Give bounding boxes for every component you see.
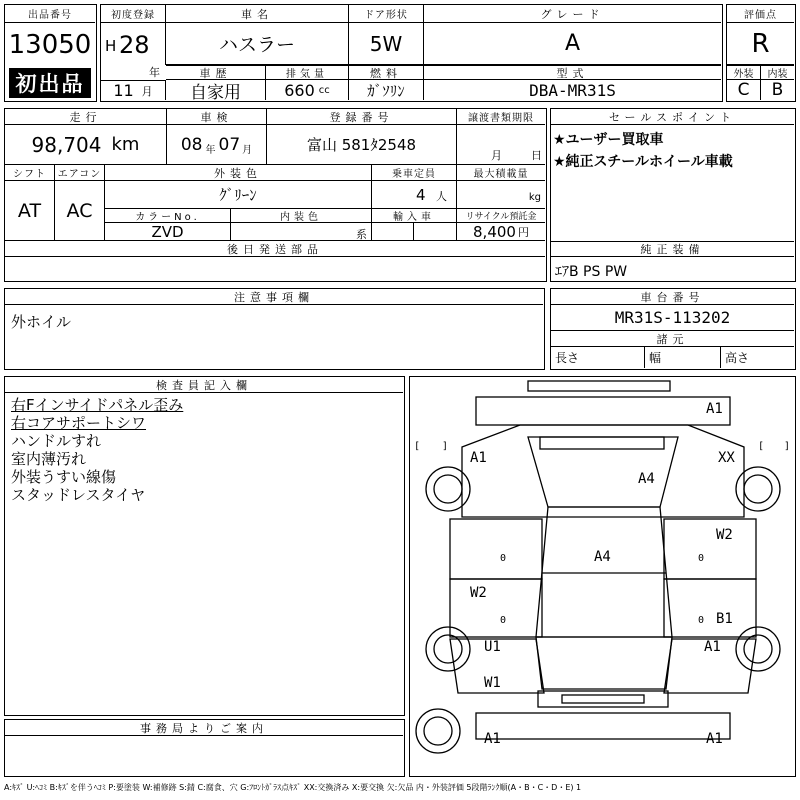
color-no-label: カラーNo. bbox=[105, 209, 231, 223]
damage-front-left: A1 bbox=[470, 450, 487, 466]
reg-year: 28 bbox=[119, 31, 150, 59]
height-cell bbox=[721, 347, 794, 368]
fuel-label: 燃料 bbox=[349, 65, 424, 80]
transfer-label: 譲渡書類期限 bbox=[457, 109, 545, 125]
roof bbox=[536, 507, 672, 637]
damage-bottom-left: A1 bbox=[484, 731, 501, 747]
tire-front-left-inner bbox=[434, 475, 462, 503]
bracket-left-close: ] bbox=[442, 441, 449, 452]
inspector-note: ハンドルすれ bbox=[11, 432, 102, 450]
tire-front-right bbox=[736, 467, 780, 511]
bracket-right-close: ] bbox=[784, 441, 791, 452]
length-label: 長さ bbox=[555, 351, 580, 365]
first-listing-text: 初出品 bbox=[15, 72, 85, 96]
history-label: 車歴 bbox=[166, 65, 266, 80]
inspection-year: 08 bbox=[180, 134, 203, 155]
car-name: ハスラー bbox=[166, 23, 349, 65]
bonnet bbox=[528, 437, 678, 507]
damage-right-rear-quarter: A1 bbox=[704, 639, 721, 655]
damage-right-front-door: W2 bbox=[716, 527, 733, 543]
plate-label: 登録番号 bbox=[267, 109, 457, 125]
lot-number-label: 出品番号 bbox=[5, 5, 95, 23]
later-parts-label: 後日発送部品 bbox=[5, 241, 545, 257]
zero-mark: 0 bbox=[500, 553, 507, 564]
car-diagram-panel bbox=[409, 376, 796, 777]
load-label: 最大積載量 bbox=[457, 165, 545, 181]
mileage-label: 走行 bbox=[5, 109, 167, 125]
tire-rear-left bbox=[426, 627, 470, 671]
caution-label: 注意事項欄 bbox=[5, 289, 543, 305]
length-cell bbox=[551, 347, 645, 368]
first-reg-value bbox=[101, 23, 166, 79]
chassis-label: 車台番号 bbox=[551, 289, 794, 305]
score-panel bbox=[726, 4, 796, 102]
reg-year-unit: 年 bbox=[149, 66, 160, 79]
vehicle-header bbox=[100, 4, 723, 102]
damage-bottom-right: A1 bbox=[706, 731, 723, 747]
rear-bottom bbox=[476, 713, 730, 739]
front-bumper-top bbox=[528, 381, 670, 391]
car-diagram bbox=[410, 377, 794, 775]
right-front-door bbox=[664, 519, 756, 579]
caution-panel bbox=[4, 288, 545, 370]
legend: A:ｷｽﾞ U:ﾍｺﾐ B:ｷｽﾞを伴うﾍｺﾐ P:要塗装 W:補修跡 S:錆 C:腐食、穴 G:ﾌﾛﾝﾄｶﾞﾗｽ点ｷｽﾞ XX:交換済み X:要交換 欠:欠品 内・外装評価 5段階ﾗﾝｸ順(A・B・C・D・E) 1 bbox=[4, 783, 582, 792]
spare-tire bbox=[416, 709, 460, 753]
ac-value: AC bbox=[55, 181, 105, 241]
capacity-label: 乗車定員 bbox=[372, 165, 457, 181]
later-parts-value bbox=[5, 257, 545, 280]
int-color-label: 内装色 bbox=[231, 209, 372, 223]
first-listing-badge bbox=[9, 68, 91, 98]
ext-color-label: 外装色 bbox=[105, 165, 372, 181]
left-front-door bbox=[450, 519, 542, 579]
mileage-cell bbox=[5, 125, 167, 165]
front-bumper-outline bbox=[476, 397, 730, 425]
model-code-label: 型式 bbox=[424, 65, 721, 80]
displacement-cell bbox=[266, 80, 349, 100]
spare-tire-inner bbox=[424, 717, 452, 745]
zero-mark: 0 bbox=[500, 615, 507, 626]
genuine-label: 純正装備 bbox=[551, 241, 794, 257]
exterior-grade: C bbox=[727, 80, 761, 100]
grade-value: A bbox=[424, 23, 721, 65]
genuine-value: ｴｱB PS PW bbox=[555, 264, 628, 280]
recycle-value: 8,400 bbox=[473, 222, 516, 241]
sales-point: ★ユーザー買取車 bbox=[553, 132, 664, 148]
recycle-cell bbox=[457, 223, 545, 241]
exterior-label: 外装 bbox=[727, 65, 761, 80]
door-type: 5W bbox=[349, 23, 424, 65]
height-label: 高さ bbox=[725, 351, 750, 365]
sales-points bbox=[553, 129, 733, 173]
bracket-right-open: [ bbox=[758, 441, 765, 452]
transfer-cell bbox=[457, 125, 545, 165]
caution-text: 外ホイル bbox=[11, 313, 72, 331]
front-body bbox=[462, 425, 744, 517]
import-cell-a bbox=[372, 223, 414, 241]
door-label: ドア形状 bbox=[349, 5, 424, 23]
tire-front-left bbox=[426, 467, 470, 511]
right-rear-door bbox=[664, 579, 756, 637]
lot-panel bbox=[4, 4, 97, 102]
lot-number: 13050 bbox=[8, 30, 92, 60]
displacement-label: 排気量 bbox=[266, 65, 349, 80]
reg-month-unit: 月 bbox=[141, 84, 153, 98]
tire-front-right-inner bbox=[744, 475, 772, 503]
capacity-unit: 人 bbox=[436, 190, 447, 203]
transfer-month-unit: 月 bbox=[491, 149, 502, 162]
recycle-unit: 円 bbox=[517, 225, 529, 239]
dims-label: 諸元 bbox=[551, 331, 794, 347]
interior-grade: B bbox=[771, 80, 784, 100]
mileage-value: 98,704 bbox=[31, 132, 102, 157]
inspector-notes bbox=[11, 396, 183, 504]
details-panel bbox=[4, 108, 547, 282]
reg-month-cell bbox=[101, 80, 166, 100]
shift-label: シフト bbox=[5, 165, 55, 181]
displacement-value: 660 bbox=[284, 80, 315, 100]
inspection-month-unit: 月 bbox=[242, 145, 253, 156]
import-label: 輸入車 bbox=[372, 209, 457, 223]
zero-mark: 0 bbox=[698, 615, 705, 626]
inspector-note: 右Fインサイドパネル歪み bbox=[11, 396, 184, 414]
damage-right-rear-door: B1 bbox=[716, 611, 733, 627]
import-cell-b bbox=[414, 223, 457, 241]
zero-mark: 0 bbox=[698, 553, 705, 564]
score-value: R bbox=[727, 23, 794, 65]
inspector-label: 検査員記入欄 bbox=[5, 377, 403, 393]
width-cell bbox=[645, 347, 721, 368]
chassis-panel bbox=[550, 288, 796, 370]
model-code: DBA-MR31S bbox=[529, 80, 616, 100]
grade-label: グレード bbox=[424, 5, 721, 23]
damage-front-right: XX bbox=[718, 450, 735, 466]
car-name-label: 車名 bbox=[166, 5, 349, 23]
inspection-year-unit: 年 bbox=[205, 145, 216, 156]
inspector-note: 外装うすい線傷 bbox=[11, 468, 117, 486]
fuel-value: ｶﾞｿﾘﾝ bbox=[349, 80, 424, 100]
ext-color-value: ｸﾞﾘｰﾝ bbox=[105, 181, 372, 209]
reg-month: 11 bbox=[113, 81, 134, 100]
history-value: 自家用 bbox=[166, 80, 266, 100]
era: H bbox=[105, 37, 117, 55]
inspector-note: 室内薄汚れ bbox=[11, 450, 87, 468]
damage-front-top: A1 bbox=[706, 401, 723, 417]
width-label: 幅 bbox=[649, 351, 662, 365]
capacity-value: 4 bbox=[416, 186, 426, 204]
damage-left-rear-quarter: U1 bbox=[484, 639, 501, 655]
inspection-cell bbox=[167, 125, 267, 165]
damage-bonnet: A4 bbox=[638, 471, 655, 487]
capacity-cell bbox=[372, 181, 457, 209]
left-rear-door bbox=[450, 579, 542, 637]
inspector-note: 右コアサポートシワ bbox=[11, 414, 147, 432]
office-panel bbox=[4, 719, 405, 777]
displacement-unit: cc bbox=[318, 84, 330, 96]
damage-left-front-door: W2 bbox=[470, 585, 487, 601]
inspector-panel bbox=[4, 376, 405, 716]
rear-hatch bbox=[536, 637, 672, 689]
load-unit: kg bbox=[528, 192, 541, 203]
tire-rear-right bbox=[736, 627, 780, 671]
sales-point: ★純正スチールホイール車載 bbox=[553, 154, 733, 170]
sales-points-label: セールスポイント bbox=[551, 109, 794, 125]
office-label: 事務局よりご案内 bbox=[5, 720, 403, 736]
load-cell bbox=[457, 181, 545, 209]
damage-roof: A4 bbox=[594, 549, 611, 565]
recycle-label: リサイクル預託金 bbox=[457, 209, 545, 223]
chassis-number: MR31S-113202 bbox=[551, 305, 794, 331]
mileage-unit: km bbox=[111, 134, 140, 155]
bracket-left-open: [ bbox=[414, 441, 421, 452]
first-reg-label: 初度登録 bbox=[101, 5, 166, 23]
sales-panel bbox=[550, 108, 796, 282]
grille bbox=[540, 437, 664, 449]
inspector-note: スタッドレスタイヤ bbox=[11, 486, 146, 504]
score-label: 評価点 bbox=[727, 5, 794, 23]
damage-left-rear: W1 bbox=[484, 675, 501, 691]
shift-value: AT bbox=[5, 181, 55, 241]
int-color-unit: 系 bbox=[356, 228, 367, 241]
transfer-day-unit: 日 bbox=[531, 149, 542, 162]
color-no-value: ZVD bbox=[105, 223, 231, 241]
rear-bumper bbox=[538, 691, 668, 707]
inspection-label: 車検 bbox=[167, 109, 267, 125]
int-color-cell bbox=[231, 223, 372, 241]
inspection-month: 07 bbox=[218, 134, 241, 155]
rear-bumper-inner bbox=[562, 695, 644, 703]
plate-value: 富山 581ﾀ2548 bbox=[267, 125, 457, 165]
ac-label: エアコン bbox=[55, 165, 105, 181]
interior-label: 内装 bbox=[761, 65, 794, 80]
